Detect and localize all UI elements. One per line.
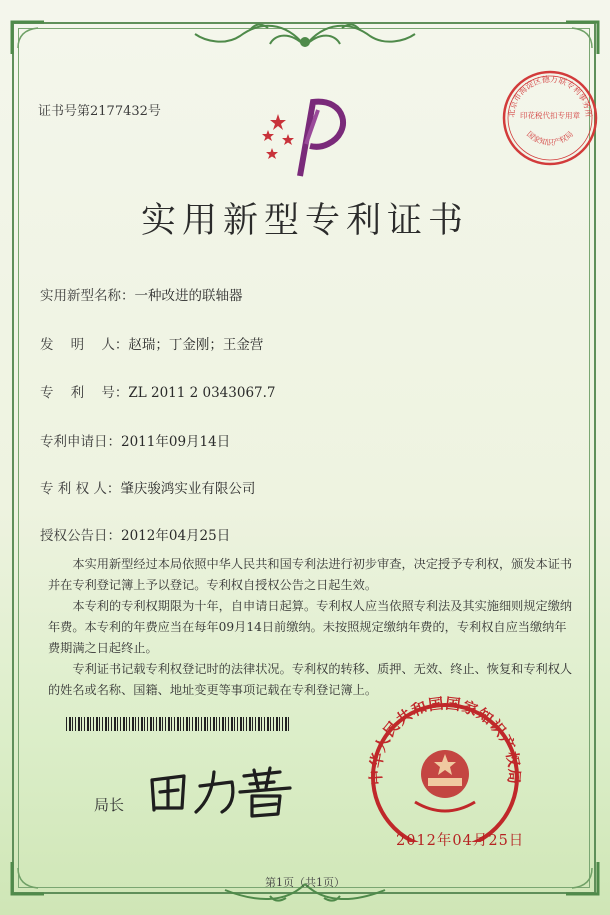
corner-ornament-tr <box>564 20 600 56</box>
field-value: 一种改进的联轴器 <box>134 288 243 304</box>
agency-stamp-text: 北京市海淀区德万联专利事务所 <box>506 74 594 118</box>
sipo-logo-icon <box>258 92 358 182</box>
field-inventor <box>40 333 263 353</box>
field-label: 授权公告日： <box>40 528 121 544</box>
certificate-title: 实用新型专利证书 <box>140 201 469 241</box>
field-patentee <box>40 477 255 497</box>
corner-ornament-tl <box>10 20 46 56</box>
field-value: 2011年09月14日 <box>121 434 231 450</box>
director-signature <box>140 762 300 822</box>
field-label: 专 利 号： <box>40 385 129 401</box>
body-paragraph: 本专利的专利权期限为十年，自申请日起算。专利权人应当依照专利法及其实施细则规定缴纳年费。本专利的年费应当在每年09月14日前缴纳。未按照规定缴纳年费的，专利权自应当缴纳年费期满之日起终止。 <box>48 599 573 655</box>
field-value: ZL 2011 2 0343067.7 <box>128 385 276 401</box>
field-label: 发 明 人： <box>40 337 129 353</box>
field-label: 实用新型名称： <box>40 288 135 304</box>
field-label: 专 利 权 人： <box>40 481 121 497</box>
field-patent-number <box>40 381 276 401</box>
svg-text:国家知识产权局 <box>525 129 575 146</box>
director-label: 局长 <box>94 796 125 814</box>
body-paragraph: 专利证书记载专利权登记时的法律状况。专利权的转移、质押、无效、终止、恢复和专利权人的姓名或名称、国籍、地址变更等事项记载在专利登记簿上。 <box>48 662 573 697</box>
patent-agency-stamp <box>500 68 600 168</box>
barcode <box>66 717 291 731</box>
page-footer: 第1页（共1页） <box>265 876 345 889</box>
field-grant-date <box>40 524 230 544</box>
field-filing-date <box>40 430 230 450</box>
field-value: 赵瑞；丁金刚；王金营 <box>128 337 264 353</box>
agency-stamp-center: 印花税代扣专用章 <box>520 111 580 120</box>
sipo-official-seal <box>360 692 530 842</box>
seal-date: 2012年04月25日 <box>396 833 525 849</box>
certificate-number: 证书号第2177432号 <box>38 104 161 119</box>
field-label: 专利申请日： <box>40 434 121 450</box>
field-utility-model-name <box>40 284 243 304</box>
top-ornament <box>190 16 420 56</box>
agency-stamp-footer: 国家知识产权局 <box>525 129 575 147</box>
body-paragraph: 本实用新型经过本局依照中华人民共和国专利法进行初步审查，决定授予专利权，颁发本证书并在专利登记簿上予以登记。专利权自授权公告之日起生效。 <box>48 557 573 592</box>
seal-text: 中华人民共和国国家知识产权局 <box>366 694 524 786</box>
body-text <box>48 554 573 701</box>
field-value: 2012年04月25日 <box>121 528 231 544</box>
field-value: 肇庆骏鸿实业有限公司 <box>120 481 256 497</box>
